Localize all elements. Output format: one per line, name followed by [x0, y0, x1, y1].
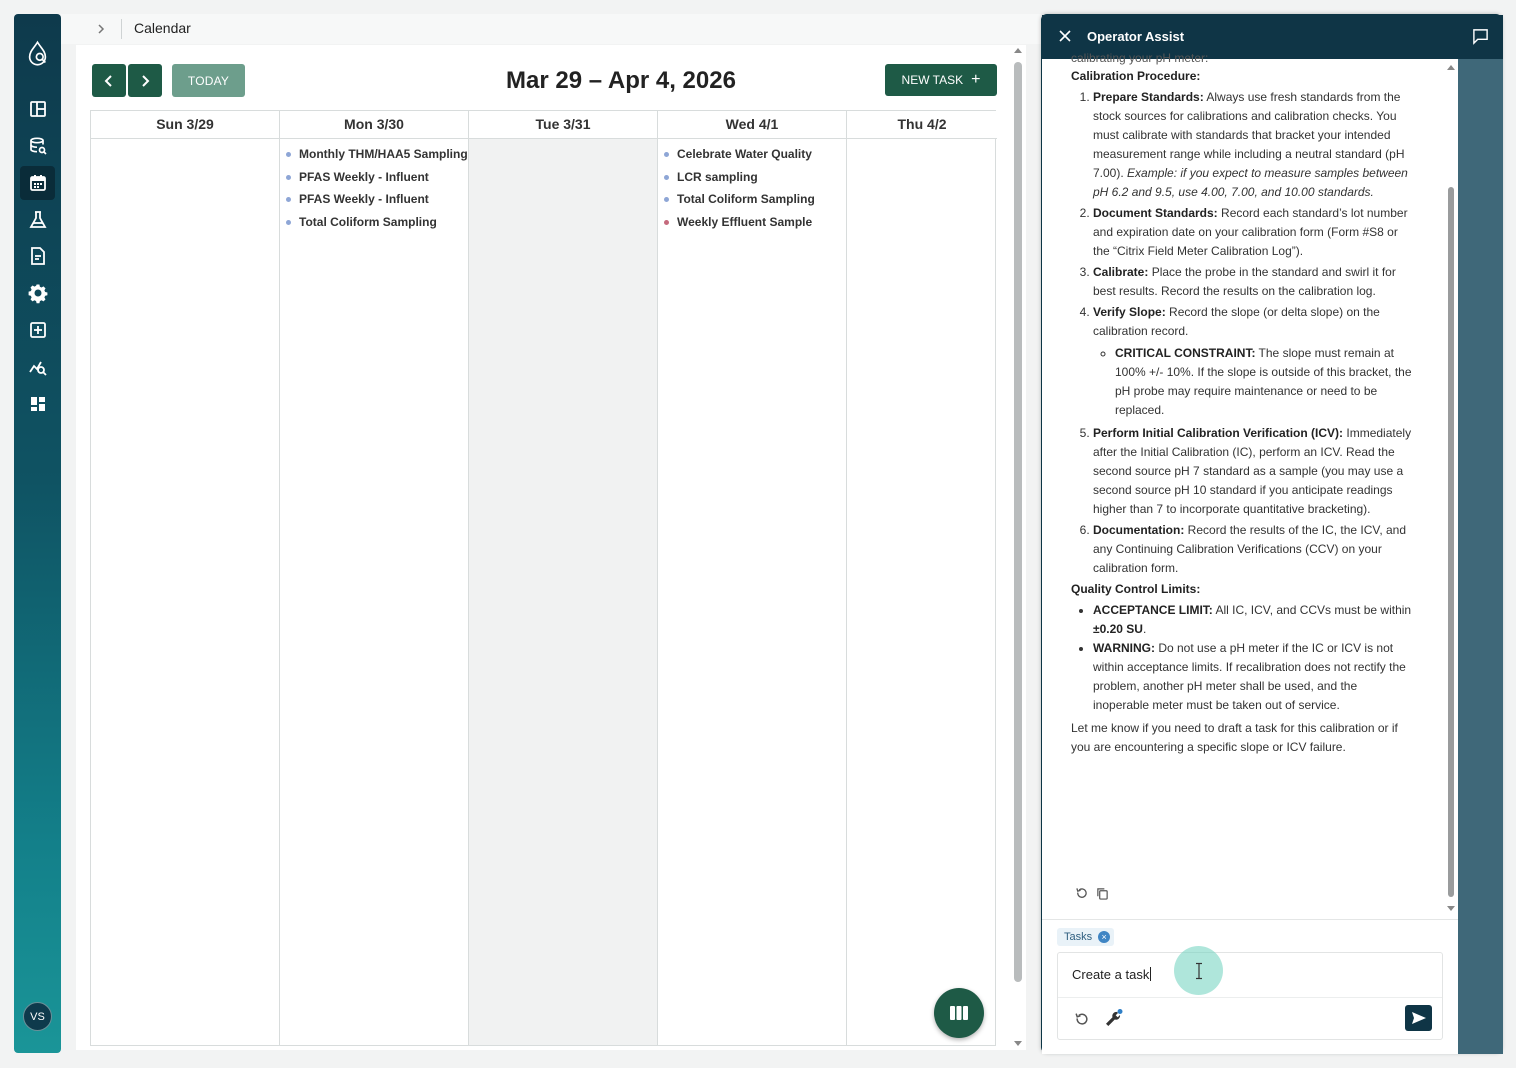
day-column[interactable]: [847, 111, 997, 1045]
week-grid: [90, 110, 996, 1046]
event-title: Monthly THM/HAA5 Sampling: [299, 147, 468, 161]
operator-assist-panel: [1041, 14, 1502, 1053]
breadcrumb-divider: [121, 19, 122, 39]
calendar-icon: [28, 173, 48, 193]
sidebar-item-widgets[interactable]: [14, 387, 61, 421]
plus-icon: +: [971, 71, 981, 88]
day-column[interactable]: [280, 111, 469, 1045]
calendar-event[interactable]: [658, 166, 846, 189]
sidebar-item-data[interactable]: [14, 129, 61, 163]
day-column-today[interactable]: [469, 111, 658, 1045]
message-actions: [1075, 887, 1135, 903]
scroll-down-icon[interactable]: [1447, 906, 1455, 911]
left-sidebar: [14, 14, 61, 1053]
list-item: 3. Calibrate: Place the probe in the standard and swirl it for best results. Record the results on the calibration log.: [1093, 263, 1416, 301]
list-item: 2. Document Standards: Record each standard’s lot number and expiration date on your calibration form (Form #S8 or the “Citrix Field Meter Calibration Log”).: [1093, 204, 1416, 261]
text-cursor-icon: [1194, 962, 1204, 980]
event-title: PFAS Weekly - Influent: [299, 192, 429, 207]
calendar-scrollbar[interactable]: [1013, 48, 1023, 1048]
import-icon: [28, 320, 48, 340]
wrench-icon[interactable]: [1103, 1008, 1125, 1030]
message-text: calibrating your pH meter:: [1071, 51, 1209, 65]
assistant-message: [1042, 51, 1446, 919]
regenerate-icon[interactable]: [1075, 887, 1088, 900]
sidebar-item-analytics[interactable]: [14, 350, 61, 384]
event-dot: [286, 220, 291, 225]
compose-area: [1042, 919, 1458, 1054]
day-column[interactable]: [658, 111, 847, 1045]
event-dot: [664, 220, 669, 225]
event-title: Total Coliform Sampling: [299, 215, 437, 230]
list-item: 4. Verify Slope: Record the slope (or delta slope) on the calibration record. ◦ CRITICAL CONSTRAINT: The slope must remain at 100% +/- 10%. If the slope is outside of this bracket, the pH probe may require maintenance or need to be replaced.: [1093, 303, 1416, 420]
event-title: Celebrate Water Quality: [677, 147, 812, 161]
event-dot: [664, 175, 669, 180]
copy-icon[interactable]: [1096, 887, 1109, 900]
message-input-value[interactable]: Create a task: [1072, 967, 1150, 982]
closing-text: Let me know if you need to draft a task for this calibration or if you are encountering a specific slope or ICV failure.: [1071, 721, 1398, 754]
list-item: 1. Prepare Standards: Always use fresh standards from the stock sources for calibrations and calibration checks. You must calibrate with standards that bracket your intended measurement range while including a neutral standard (pH 7.00). Example: if you expect to measure samples between pH 6.2 and 9.5, use 4.00, 7.00, and 10.00 standards.: [1093, 88, 1416, 202]
chevron-left-icon: [102, 74, 116, 88]
chat-icon[interactable]: [1472, 28, 1489, 45]
event-dot: [664, 152, 669, 157]
qc-list: [1071, 601, 1416, 715]
remove-chip-icon[interactable]: ×: [1098, 931, 1110, 943]
sidebar-item-dashboard[interactable]: [14, 92, 61, 126]
chip-label: Tasks: [1064, 931, 1093, 943]
assist-side-strip: [1458, 59, 1503, 1054]
send-button[interactable]: [1405, 1005, 1432, 1031]
today-button[interactable]: TODAY: [172, 64, 245, 97]
scroll-down-icon[interactable]: [1014, 1041, 1022, 1046]
qc-heading: Quality Control Limits:: [1071, 582, 1201, 596]
list-item: • ACCEPTANCE LIMIT: All IC, ICV, and CCVs must be within ±0.20 SU.: [1093, 601, 1416, 639]
app-logo-icon[interactable]: [24, 40, 51, 67]
sidebar-item-lab[interactable]: [14, 203, 61, 237]
new-task-button[interactable]: [885, 64, 997, 96]
sidebar-item-settings[interactable]: [14, 276, 61, 310]
list-item: 6. Documentation: Record the results of the IC, the ICV, and any Continuing Calibration Verifications (CCV) on your calibration form.: [1093, 521, 1416, 578]
event-title: Weekly Effluent Sample: [677, 215, 813, 230]
next-week-button[interactable]: [128, 64, 162, 97]
reset-icon[interactable]: [1074, 1012, 1089, 1027]
analytics-icon: [28, 357, 48, 377]
calendar-event[interactable]: [658, 211, 846, 234]
dashboard-icon: [28, 99, 48, 119]
calendar-event[interactable]: [280, 143, 468, 166]
chevron-right-icon: [138, 74, 152, 88]
compose-divider: [1058, 997, 1442, 998]
columns-icon: [949, 1005, 969, 1021]
list-item: • WARNING: Do not use a pH meter if the IC or ICV is not within acceptance limits. If recalibration does not rectify the problem, another pH meter shall be used, and the inoperable meter must be taken out of service.: [1093, 639, 1416, 715]
gear-icon: [28, 283, 48, 303]
day-header[interactable]: Thu 4/2: [847, 111, 997, 139]
sidebar-item-import[interactable]: [14, 313, 61, 347]
event-dot: [286, 175, 291, 180]
view-toggle-fab[interactable]: [934, 988, 984, 1038]
scrollbar-thumb[interactable]: [1014, 62, 1022, 982]
procedure-heading: Calibration Procedure:: [1071, 69, 1201, 83]
event-dot: [664, 197, 669, 202]
list-item: 5. Perform Initial Calibration Verification (ICV): Immediately after the Initial Calibration (IC), perform an ICV. Read the second source pH 7 standard as a sample (you may use a second source pH 10 standard if you anticipate readings higher than 7 to incorporate quantitative bracketing).: [1093, 424, 1416, 519]
report-icon: [28, 246, 48, 266]
scrollbar-thumb[interactable]: [1448, 187, 1454, 897]
assist-scrollbar[interactable]: [1446, 63, 1456, 915]
event-title: Total Coliform Sampling: [677, 192, 815, 207]
breadcrumb: [61, 14, 1041, 44]
scroll-up-icon[interactable]: [1447, 65, 1455, 70]
calendar-event[interactable]: [280, 166, 468, 189]
message-input[interactable]: [1057, 952, 1443, 1040]
calendar-event[interactable]: [658, 188, 846, 211]
event-dot: [286, 152, 291, 157]
new-task-label: NEW TASK: [901, 73, 964, 87]
calendar-panel: [76, 45, 1026, 1050]
send-icon: [1411, 1011, 1427, 1025]
day-header[interactable]: Wed 4/1: [658, 111, 846, 139]
calendar-event[interactable]: [280, 211, 468, 234]
previous-week-button[interactable]: [92, 64, 126, 97]
scroll-up-icon[interactable]: [1014, 48, 1022, 53]
calendar-event[interactable]: [280, 188, 468, 211]
day-column[interactable]: [91, 111, 280, 1045]
list-item: ◦ CRITICAL CONSTRAINT: The slope must remain at 100% +/- 10%. If the slope is outside of this bracket, the pH probe may require maintenance or need to be replaced.: [1115, 344, 1416, 420]
day-header[interactable]: Mon 3/30: [280, 111, 468, 139]
data-search-icon: [28, 136, 48, 156]
widgets-icon: [28, 394, 48, 414]
close-icon[interactable]: [1058, 29, 1072, 43]
day-header[interactable]: Tue 3/31: [469, 111, 657, 139]
day-header[interactable]: Sun 3/29: [91, 111, 279, 139]
chevron-right-icon[interactable]: [94, 22, 108, 36]
assist-title: Operator Assist: [1087, 29, 1185, 44]
flask-icon: [28, 210, 48, 230]
page-title: Calendar: [134, 20, 191, 36]
date-range-title: Mar 29 – Apr 4, 2026: [506, 67, 736, 94]
sidebar-item-calendar[interactable]: [20, 166, 55, 200]
procedure-steps: [1071, 88, 1416, 578]
avatar[interactable]: VS: [23, 1002, 52, 1031]
event-dot: [286, 197, 291, 202]
tasks-chip[interactable]: [1057, 928, 1114, 946]
event-title: LCR sampling: [677, 169, 758, 184]
sidebar-item-reports[interactable]: [14, 239, 61, 273]
calendar-event[interactable]: [658, 143, 846, 166]
event-title: PFAS Weekly - Influent: [299, 169, 429, 184]
